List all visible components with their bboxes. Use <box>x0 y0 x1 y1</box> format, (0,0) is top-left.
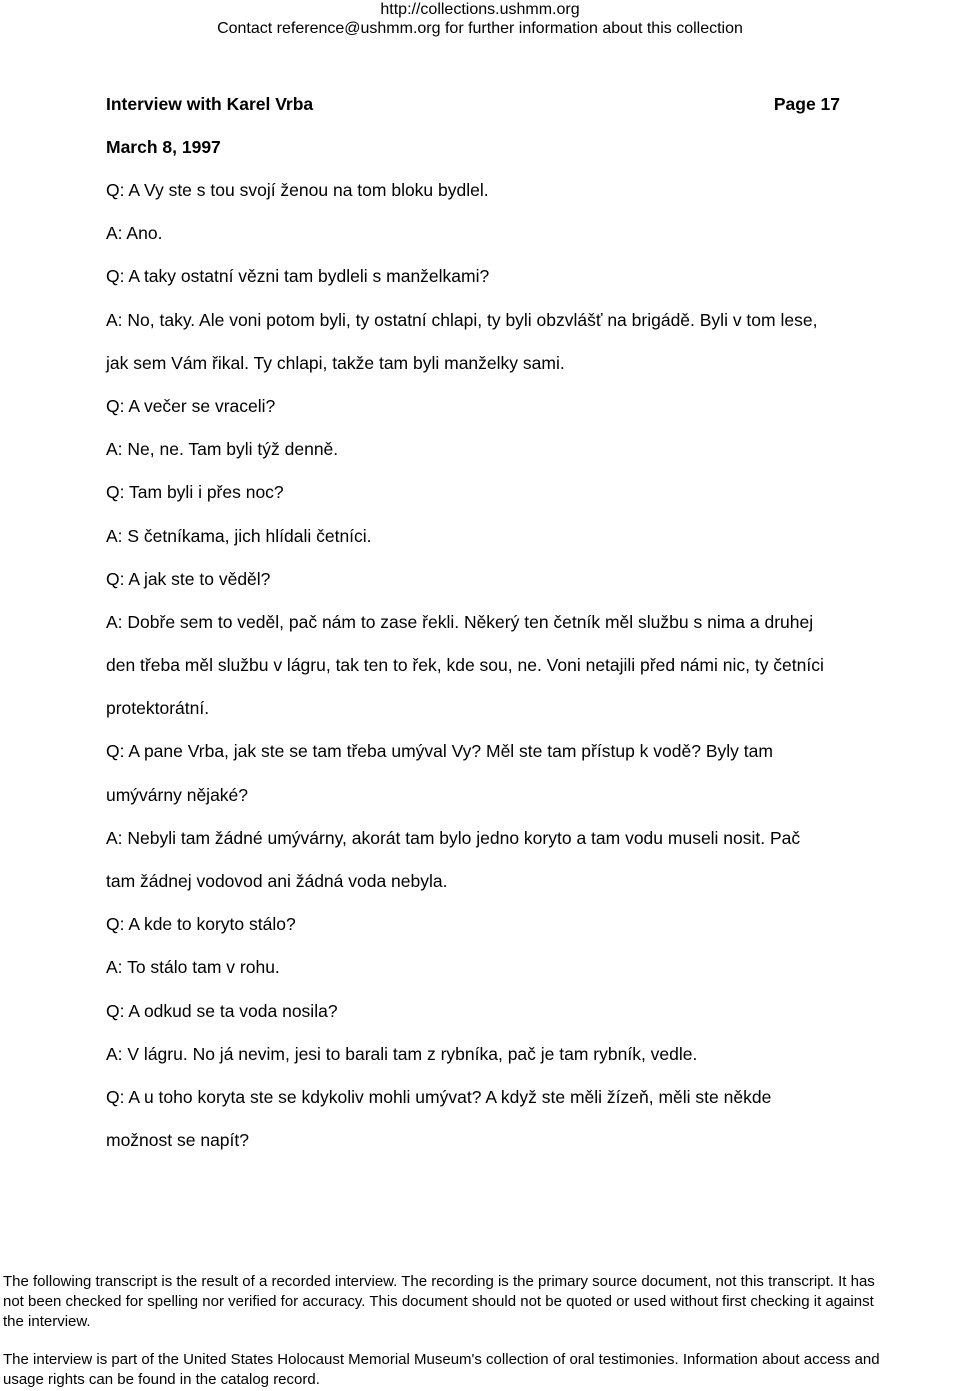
transcript-line: Q: A kde to koryto stálo? <box>106 914 296 935</box>
disclaimer-line: The following transcript is the result of a recorded interview. The recording is the primary source document, not this transcript. It has <box>3 1273 875 1290</box>
interview-title: Interview with Karel Vrba <box>106 94 314 114</box>
collection-note-line: usage rights can be found in the catalog record. <box>3 1371 320 1388</box>
transcript-line: Q: A u toho koryta ste se kdykoliv mohli umývat? A když ste měli žízeň, měli ste někde <box>106 1086 772 1107</box>
collection-header <box>0 0 960 38</box>
transcript-line: Q: A taky ostatní vězni tam bydleli s manželkami? <box>106 266 490 287</box>
transcript-line: A: S četníkama, jich hlídali četníci. <box>106 525 372 546</box>
collection-footer <box>3 1350 960 1390</box>
transcript-line: A: Nebyli tam žádné umývárny, akorát tam bylo jedno koryto a tam vodu museli nosit. Pač <box>106 827 801 848</box>
interview-date-row <box>106 137 840 157</box>
transcript-line: jak sem Vám řikal. Ty chlapi, takže tam byli manželky sami. <box>106 352 565 373</box>
collection-note-line: The interview is part of the United States Holocaust Memorial Museum's collection of oral testimonies. Information about access and <box>3 1351 880 1368</box>
transcript-body <box>106 180 896 1173</box>
disclaimer-footer <box>3 1272 960 1332</box>
transcript-line: možnost se napít? <box>106 1130 249 1151</box>
transcript-line: Q: A odkud se ta voda nosila? <box>106 1000 338 1021</box>
transcript-line: Q: A pane Vrba, jak ste se tam třeba umýval Vy? Měl ste tam přístup k vodě? Byly tam <box>106 741 773 762</box>
disclaimer-line: the interview. <box>3 1313 91 1330</box>
transcript-line: A: Ano. <box>106 223 163 244</box>
transcript-line: Q: A jak ste to věděl? <box>106 568 271 589</box>
transcript-line: A: Ne, ne. Tam byli týž denně. <box>106 439 339 460</box>
transcript-line: Q: A večer se vraceli? <box>106 395 276 416</box>
transcript-line: den třeba měl službu v lágru, tak ten to řek, kde sou, ne. Voni netajili před námi nic, ty četníci <box>106 655 824 676</box>
interview-header <box>106 94 840 114</box>
transcript-line: Q: Tam byli i přes noc? <box>106 482 284 503</box>
contact-line: Contact reference@ushmm.org for further information about this collection <box>217 20 743 37</box>
transcript-line: protektorátní. <box>106 698 210 719</box>
transcript-line: tam žádnej vodovod ani žádná voda nebyla. <box>106 871 448 891</box>
transcript-line: A: Dobře sem to veděl, pač nám to zase řekli. Někerý ten četník měl službu s nima a druhej <box>106 611 814 632</box>
transcript-line: A: V lágru. No já nevim, jesi to barali tam z rybníka, pač je tam rybník, vedle. <box>106 1043 698 1064</box>
interview-date: March 8, 1997 <box>106 137 221 157</box>
transcript-line: A: To stálo tam v rohu. <box>106 957 280 978</box>
transcript-line: Q: A Vy ste s tou svojí ženou na tom bloku bydlel. <box>106 180 489 200</box>
disclaimer-line: not been checked for spelling nor verified for accuracy. This document should not be quoted or used without first checking it against <box>3 1293 874 1310</box>
collection-url[interactable]: http://collections.ushmm.org <box>380 1 580 18</box>
transcript-line: umývárny nějaké? <box>106 784 249 805</box>
transcript-line: A: No, taky. Ale voni potom byli, ty ostatní chlapi, ty byli obzvlášť na brigádě. Byli v tom lese, <box>106 309 818 330</box>
page-number: Page 17 <box>773 94 840 114</box>
